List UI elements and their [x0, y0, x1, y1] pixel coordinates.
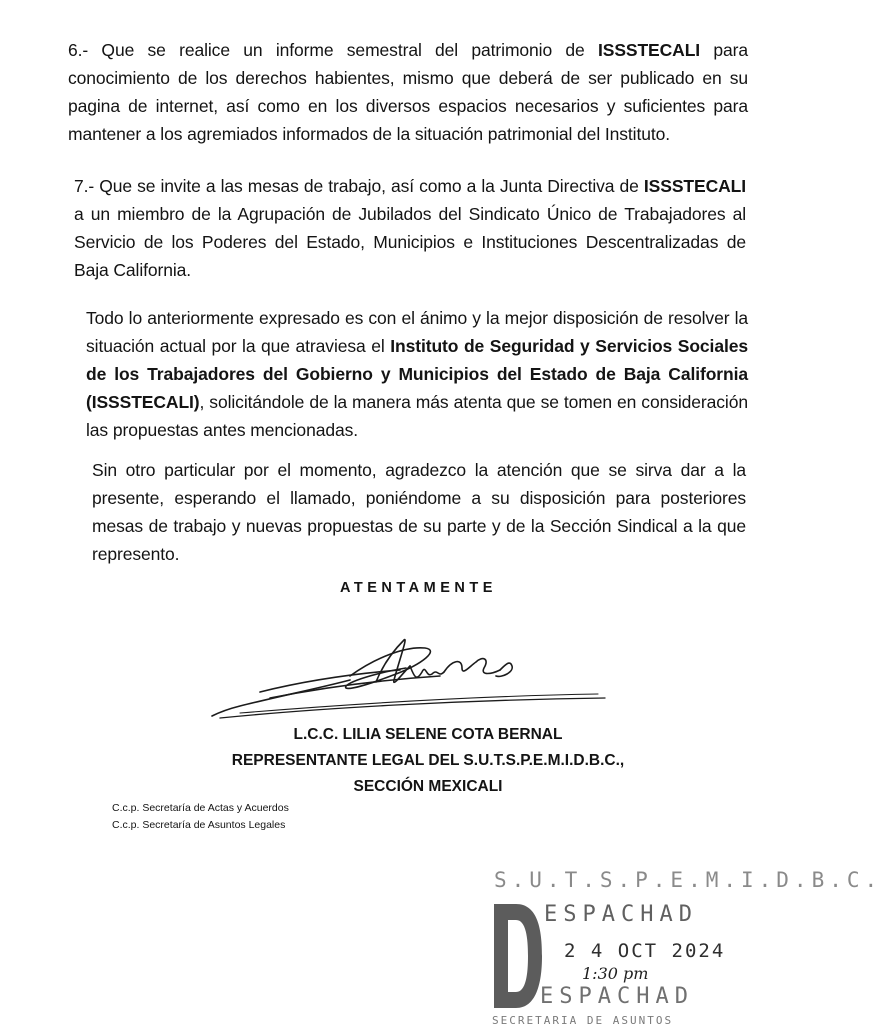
stamp-word-top: ESPACHAD [544, 902, 698, 927]
received-stamp [478, 860, 882, 1027]
handwritten-signature [200, 618, 620, 728]
copy-recipient: C.c.p. Secretaría de Actas y Acuerdos [112, 802, 289, 814]
signer-name: L.C.C. LILIA SELENE COTA BERNAL [293, 726, 563, 743]
paragraph-6 [68, 36, 748, 148]
institute-name: Instituto de Seguridad y Servicios Sociales de los Trabajadores del Gobierno y Municipios del Estado de Baja California (ISSSTECALI) [86, 336, 748, 412]
signer-role: REPRESENTANTE LEGAL DEL S.U.T.S.P.E.M.I.D.B.C., [231, 752, 625, 769]
paragraph-6-text: 6.- Que se realice un informe semestral del patrimonio de [68, 40, 598, 60]
paragraph-6-bold: ISSSTECALI [597, 40, 701, 60]
stamp-handwritten-time: 1:30 pm [582, 964, 649, 983]
paragraph-7-text: 7.- Que se invite a las mesas de trabajo, así como a la Junta Directiva de [74, 176, 644, 196]
signer-section: SECCIÓN MEXICALI [353, 778, 503, 795]
stamp-date: 2 4 OCT 2024 [564, 940, 726, 962]
paragraph-7 [74, 172, 746, 284]
paragraph-summary-rest: , solicitándole de la manera más atenta que se tomen en consideración las propuestas antes mencionadas. [86, 392, 748, 440]
closing-salutation: ATENTAMENTE [340, 580, 497, 596]
paragraph-summary-text: Todo lo anteriormente expresado es con el ánimo y la mejor disposición de resolver la situación actual por la que atraviesa el [86, 308, 748, 356]
stamp-letter-d-icon [490, 900, 544, 1012]
paragraph-7-rest: a un miembro de la Agrupación de Jubilados del Sindicato Único de Trabajadores al Servicio de los Poderes del Estado, Municipios e Instituciones Descentralizadas de Baja California. [74, 204, 746, 280]
paragraph-7-bold: ISSSTECALI [643, 176, 746, 196]
paragraph-farewell: Sin otro particular por el momento, agradezco la atención que se sirva dar a la presente, esperando el llamado, poniéndome a su disposición para posteriores mesas de trabajo y nuevas propuestas de su parte y de la Sección Sindical a la que represento. [92, 460, 746, 564]
paragraph-6-rest: para conocimiento de los derechos habientes, mismo que deberá de ser publicado en su pagina de internet, así como en los diversos espacios necesarios y suficientes para mantener a los agremiados informados de la situación patrimonial del Instituto. [68, 40, 748, 144]
paragraph-summary [86, 304, 748, 444]
copy-recipient: C.c.p. Secretaría de Asuntos Legales [112, 819, 286, 831]
stamp-word-bottom: ESPACHAD [540, 984, 694, 1009]
stamp-organization: S.U.T.S.P.E.M.I.D.B.C. [494, 868, 882, 892]
stamp-footer: SECRETARIA DE ASUNTOS [492, 1014, 674, 1027]
